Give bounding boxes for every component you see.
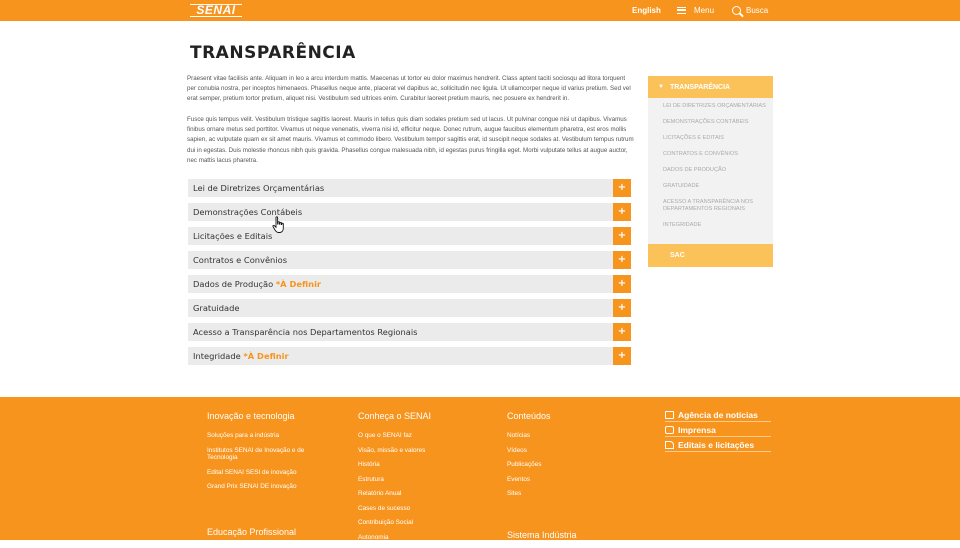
sidebar-item-licitacoes[interactable]: LICITAÇÕES E EDITAIS [663, 135, 725, 141]
search-button[interactable] [732, 5, 768, 16]
expand-plus-icon[interactable]: + [613, 203, 631, 221]
footer-link[interactable]: Eventos [507, 475, 531, 483]
footer-link[interactable]: Publicações [507, 461, 542, 468]
footer-column-conteudos [507, 411, 627, 540]
accordion-label: Integridade *À Definir [193, 351, 289, 361]
footer-column-title-educacao: Educação Profissional [207, 527, 297, 537]
page-title: TRANSPARÊNCIA [190, 43, 356, 63]
footer-link[interactable]: Estrutura [358, 475, 384, 483]
footer-column-inovacao [207, 411, 327, 537]
sidebar-header-transparencia[interactable] [648, 76, 773, 98]
sidebar-item-integridade[interactable]: INTEGRIDADE [663, 222, 702, 228]
sidebar-item-demonstracoes[interactable]: DEMONSTRAÇÕES CONTÁBEIS [663, 119, 749, 125]
pointer-hand-cursor-icon [272, 216, 286, 234]
expand-plus-icon[interactable]: + [613, 251, 631, 269]
menu-label: Menu [694, 6, 715, 15]
footer [0, 397, 960, 540]
camera-icon [665, 426, 674, 434]
newspaper-icon [665, 411, 674, 419]
footer-quick-links [665, 410, 771, 455]
footer-link[interactable]: Vídeos [507, 446, 527, 454]
caret-down-icon: ▼ [658, 84, 664, 90]
footer-column-conheca [358, 411, 478, 548]
footer-link[interactable]: Autonomia [358, 533, 389, 541]
accordion-label: Demonstrações Contábeis [193, 207, 303, 217]
footer-column-title: Conheça o SENAI [358, 411, 432, 421]
quick-link-label: Imprensa [678, 425, 716, 435]
expand-plus-icon[interactable]: + [613, 227, 631, 245]
quick-link-agencia[interactable] [665, 410, 771, 422]
accordion-item-licitacoes[interactable] [188, 227, 631, 245]
footer-link[interactable]: Relatório Anual [358, 490, 402, 497]
expand-plus-icon[interactable]: + [613, 323, 631, 341]
accordion-label: Contratos e Convênios [193, 255, 288, 265]
footer-link[interactable]: Visão, missão e valores [358, 446, 426, 454]
expand-plus-icon[interactable]: + [613, 179, 631, 197]
footer-link[interactable]: Institutos SENAI de Inovação e de Tecnologia [207, 446, 305, 461]
sidebar-item-gratuidade[interactable]: GRATUIDADE [663, 183, 700, 189]
footer-link[interactable]: Notícias [507, 432, 531, 439]
sidebar-item-contratos[interactable]: CONTRATOS E CONVÊNIOS [663, 151, 739, 157]
accordion-item-integridade[interactable] [188, 347, 631, 365]
footer-column-title: Inovação e tecnologia [207, 411, 295, 421]
menu-button[interactable] [677, 5, 714, 16]
accordion-label: Gratuidade [193, 303, 240, 313]
quick-link-editais[interactable] [665, 440, 771, 452]
expand-plus-icon[interactable]: + [613, 347, 631, 365]
hamburger-icon [677, 7, 686, 14]
sidebar-sac-link[interactable]: SAC [648, 244, 773, 267]
transparency-accordion [188, 179, 631, 371]
sidebar-header-label: TRANSPARÊNCIA [669, 83, 731, 91]
footer-column-title: Conteúdos [507, 411, 551, 421]
intro-paragraph-1: Praesent vitae facilisis ante. Aliquam in leo a arcu interdum mattis. Maecenas ut tortor eu dolor maximus hendrerit. Class aptent taciti sociosqu ad litora torquent per conubia nostra, per inceptos himenaeos. Phasellus neque ante, placerat vel dapibus ac, sollicitudin nec ligula. Ut ullamcorper neque id varius pretium. Sed vel erat semper, pretium tortor pretium, aliquet nisi. Vestibulum sed ultrices enim. Curabitur laoreet pretium mauris, nec posuere ex hendrerit in. [187, 75, 631, 103]
top-bar [0, 0, 960, 21]
search-label: Busca [746, 6, 769, 15]
sidebar [648, 76, 773, 267]
accordion-item-gratuidade[interactable] [188, 299, 631, 317]
sidebar-item-dados-producao[interactable]: DADOS DE PRODUÇÃO [663, 167, 727, 173]
accordion-item-dados-producao[interactable] [188, 275, 631, 293]
quick-link-imprensa[interactable] [665, 425, 771, 437]
sidebar-item-ldo[interactable]: LEI DE DIRETRIZES ORÇAMENTÁRIAS [663, 103, 766, 109]
search-icon [732, 6, 741, 15]
expand-plus-icon[interactable]: + [613, 275, 631, 293]
accordion-item-contratos[interactable] [188, 251, 631, 269]
footer-link[interactable]: Contribuição Social [358, 519, 414, 526]
sidebar-item-acesso-regionais[interactable]: ACESSO A TRANSPARÊNCIA NOS DEPARTAMENTOS REGIONAIS [663, 199, 753, 212]
accordion-item-acesso-regionais[interactable] [188, 323, 631, 341]
footer-link[interactable]: Soluções para a indústria [207, 432, 280, 439]
accordion-label: Dados de Produção *À Definir [193, 279, 321, 289]
footer-link[interactable]: Cases de sucesso [358, 504, 411, 512]
accordion-label: Lei de Diretrizes Orçamentárias [193, 183, 325, 193]
footer-link[interactable]: Grand Prix SENAI DE inovação [207, 483, 297, 490]
intro-paragraph-2: Fusce quis tempus velit. Vestibulum tristique sagittis laoreet. Mauris in tellus quis diam sodales pretium sed ut lacus. Ut pulvinar congue nisi ut dapibus. Vivamus finibus ornare metus sed porttitor. Vivamus ut neque venenatis, viverra nisi id, efficitur neque. Donec rutrum, augue faucibus elementum pharetra, est eros mollis sapien, ac vulputate quam ex sit amet mauris. Vivamus et commodo libero. Vestibulum tempor sagittis erat, id suscipit neque sodales at. Vestibulum tempus rutrum dui in egestas. Duis molestie rhoncus nibh quis gravida. Phasellus congue malesuada nibh, id egestas purus fringilla eget. Morbi vulputate tellus at augue auctor, nec mattis lacus pharetra. [187, 116, 634, 164]
footer-link[interactable]: História [358, 461, 380, 468]
quick-link-label: Editais e licitações [678, 440, 755, 450]
senai-logo[interactable]: SENAI [190, 4, 242, 17]
sidebar-list [648, 98, 773, 244]
accordion-item-ldo[interactable] [188, 179, 631, 197]
accordion-label: Acesso a Transparência nos Departamentos Regionais [193, 327, 418, 337]
language-link[interactable]: English [632, 6, 661, 15]
footer-link[interactable]: Edital SENAI SESI de inovação [207, 468, 297, 476]
expand-plus-icon[interactable]: + [613, 299, 631, 317]
megaphone-icon [665, 441, 674, 449]
footer-column-title-sistema: Sistema Indústria [507, 530, 577, 540]
footer-link[interactable]: Sites [507, 490, 522, 497]
footer-link[interactable]: O que o SENAI faz [358, 432, 412, 439]
quick-link-label: Agência de notícias [678, 410, 758, 420]
accordion-item-demonstracoes[interactable] [188, 203, 631, 221]
accordion-label: Licitações e Editais [193, 231, 273, 241]
